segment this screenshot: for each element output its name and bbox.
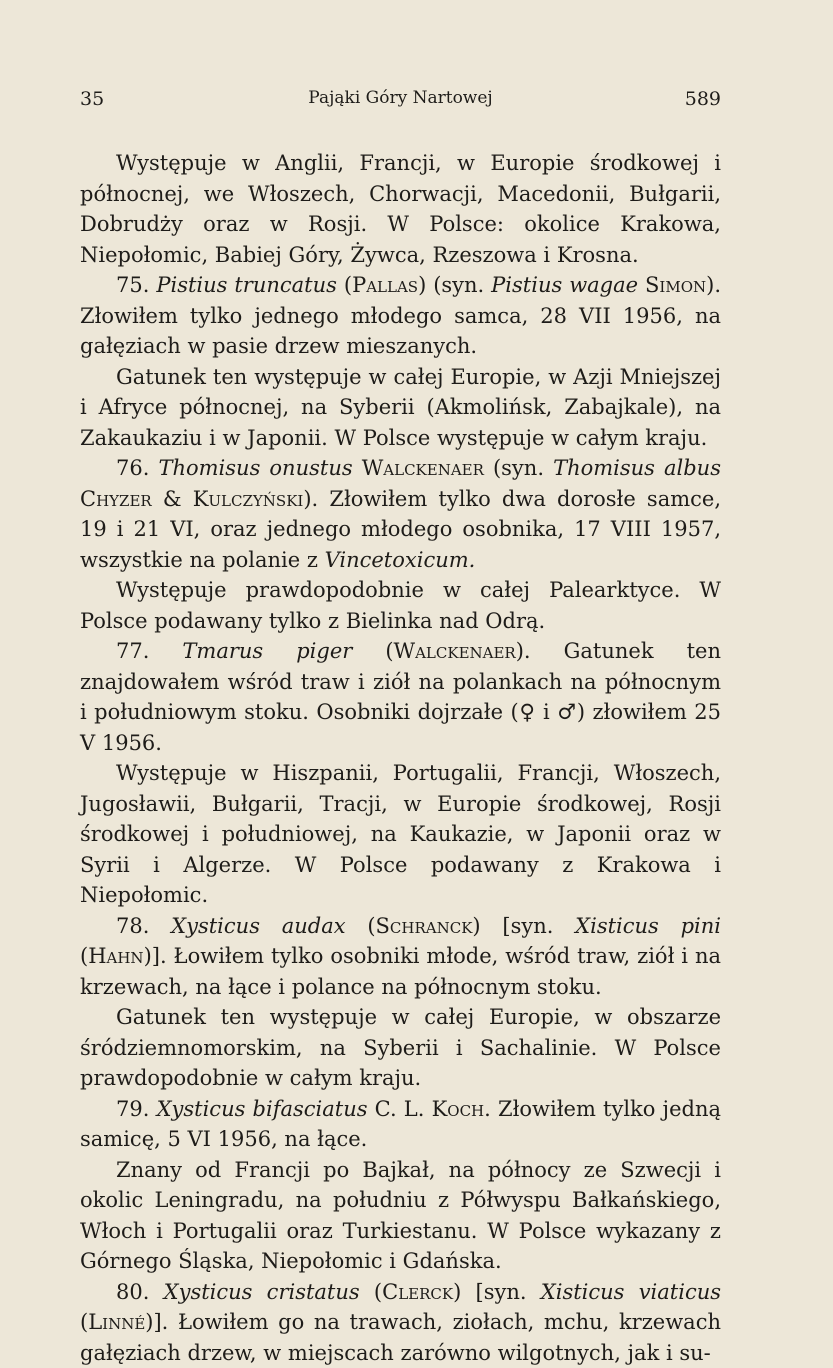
italic-run: Pistius truncatus [156, 273, 337, 297]
page-number-right: 589 [685, 88, 721, 110]
italic-run: Xysticus cristatus [164, 1280, 360, 1304]
paragraph [80, 1277, 721, 1368]
small-caps-run: Clerck [382, 1280, 453, 1304]
paragraph [80, 1155, 721, 1277]
paragraph [80, 270, 721, 362]
text-run: . Złowiłem tylko jedną samicę, 5 VI 1956, na łące. [80, 1097, 721, 1152]
text-run: (syn. [484, 456, 553, 480]
text-run [638, 273, 645, 297]
text-run: 79. [116, 1097, 157, 1121]
italic-run: Thomisus onustus [158, 456, 352, 480]
paragraph [80, 758, 721, 911]
text-run: Występuje w Anglii, Francji, w Europie środkowej i północnej, we Włoszech, Chorwacji, Macedonii, Bułgarii, Dobrudży oraz w Rosji. W Polsce: okolice Krakowa, Niepołomic, Babiej Góry, Żywca, Rzeszowa i Krosna. [80, 151, 721, 267]
text-run: C. L. [368, 1097, 432, 1121]
text-run: ( [346, 914, 376, 938]
text-run: Gatunek ten występuje w całej Europie, w obszarze śródziemnomorskim, na Syberii i Sachalinie. W Polsce prawdopodobnie w całym kraju. [80, 1005, 721, 1090]
text-run: )]. Łowiłem go na trawach, ziołach, mchu, krzewach gałęziach drzew, w miejscach zarówno wilgotnych, jak i su- [80, 1310, 721, 1365]
text-run: )]. Łowiłem tylko osobniki młode, wśród traw, ziół i na krzewach, na łące i polance na północnym stoku. [80, 944, 721, 999]
text-run: ). Złowiłem tylko dwa dorosłe samce, 19 i 21 VI, oraz jednego młodego osobnika, 17 VIII 1957, wszystkie na polanie z [80, 487, 721, 572]
text-run: ) (syn. [418, 273, 491, 297]
text-run [353, 456, 362, 480]
text-run: Gatunek ten występuje w całej Europie, w Azji Mniejszej i Afryce północnej, na Syberii (Akmolińsk, Zabajkale), na Zakaukaziu i w Japonii. W Polsce występuje w całym kraju. [80, 365, 721, 450]
italic-run: Vincetoxicum. [325, 548, 476, 572]
text-run: & [152, 487, 193, 511]
small-caps-run: Schranck [376, 914, 473, 938]
text-run: ( [337, 273, 352, 297]
running-header [80, 88, 721, 118]
small-caps-run: Linné [88, 1310, 145, 1334]
italic-run: Tmarus piger [182, 639, 352, 663]
italic-run: Xisticus pini [575, 914, 721, 938]
italic-run: Xisticus viaticus [541, 1280, 721, 1304]
paragraph [80, 362, 721, 454]
small-caps-run: Hahn [88, 944, 143, 968]
small-caps-run: Chyzer [80, 487, 152, 511]
text-run: Występuje prawdopodobnie w całej Palearktyce. W Polsce podawany tylko z Bielinka nad Odrą. [80, 578, 721, 633]
small-caps-run: Simon [645, 273, 706, 297]
paragraph [80, 453, 721, 575]
text-run: 76. [116, 456, 158, 480]
small-caps-run: Pallas [352, 273, 418, 297]
paragraph [80, 148, 721, 270]
text-run: 80. [116, 1280, 164, 1304]
paragraph [80, 575, 721, 636]
italic-run: Thomisus albus [553, 456, 721, 480]
text-run: ). Gatunek ten znajdowałem wśród traw i ziół na polankach na północnym i południowym stoku. Osobniki dojrzałe (♀ i ♂) złowiłem 25 V 1956. [80, 639, 721, 755]
small-caps-run: Kulczyński [193, 487, 304, 511]
paragraph [80, 636, 721, 758]
italic-run: Pistius wagae [491, 273, 638, 297]
text-run: ) [syn. [472, 914, 575, 938]
text-run: ( [80, 1310, 88, 1334]
text-run: 75. [116, 273, 156, 297]
text-run: ) [syn. [453, 1280, 541, 1304]
italic-run: Xysticus bifasciatus [157, 1097, 368, 1121]
text-run: 77. [116, 639, 182, 663]
text-run: ( [80, 944, 88, 968]
text-run: 78. [116, 914, 171, 938]
small-caps-run: Walckenaer [394, 639, 516, 663]
article-body [80, 148, 721, 1368]
paragraph [80, 1002, 721, 1094]
text-run: ). Złowiłem tylko jednego młodego samca, 28 VII 1956, na gałęziach w pasie drzew mieszanych. [80, 273, 721, 358]
small-caps-run: Koch [432, 1097, 485, 1121]
text-run: ( [352, 639, 393, 663]
page-number-left: 35 [80, 88, 104, 110]
italic-run: Xysticus audax [171, 914, 345, 938]
paragraph [80, 1094, 721, 1155]
text-run: ( [360, 1280, 382, 1304]
text-run: Znany od Francji po Bajkał, na północy ze Szwecji i okolic Leningradu, na południu z Półwyspu Bałkańskiego, Włoch i Portugalii oraz Turkiestanu. W Polsce wykazany z Górnego Śląska, Niepołomic i Gdańska. [80, 1158, 721, 1274]
small-caps-run: Walckenaer [362, 456, 484, 480]
paragraph [80, 911, 721, 1003]
running-title: Pająki Góry Nartowej [80, 88, 721, 108]
text-run: Występuje w Hiszpanii, Portugalii, Francji, Włoszech, Jugosławii, Bułgarii, Tracji, w Europie środkowej, Rosji środkowej i południowej, na Kaukazie, w Japonii oraz w Syrii i Algerze. W Polsce podawany z Krakowa i Niepołomic. [80, 761, 721, 907]
